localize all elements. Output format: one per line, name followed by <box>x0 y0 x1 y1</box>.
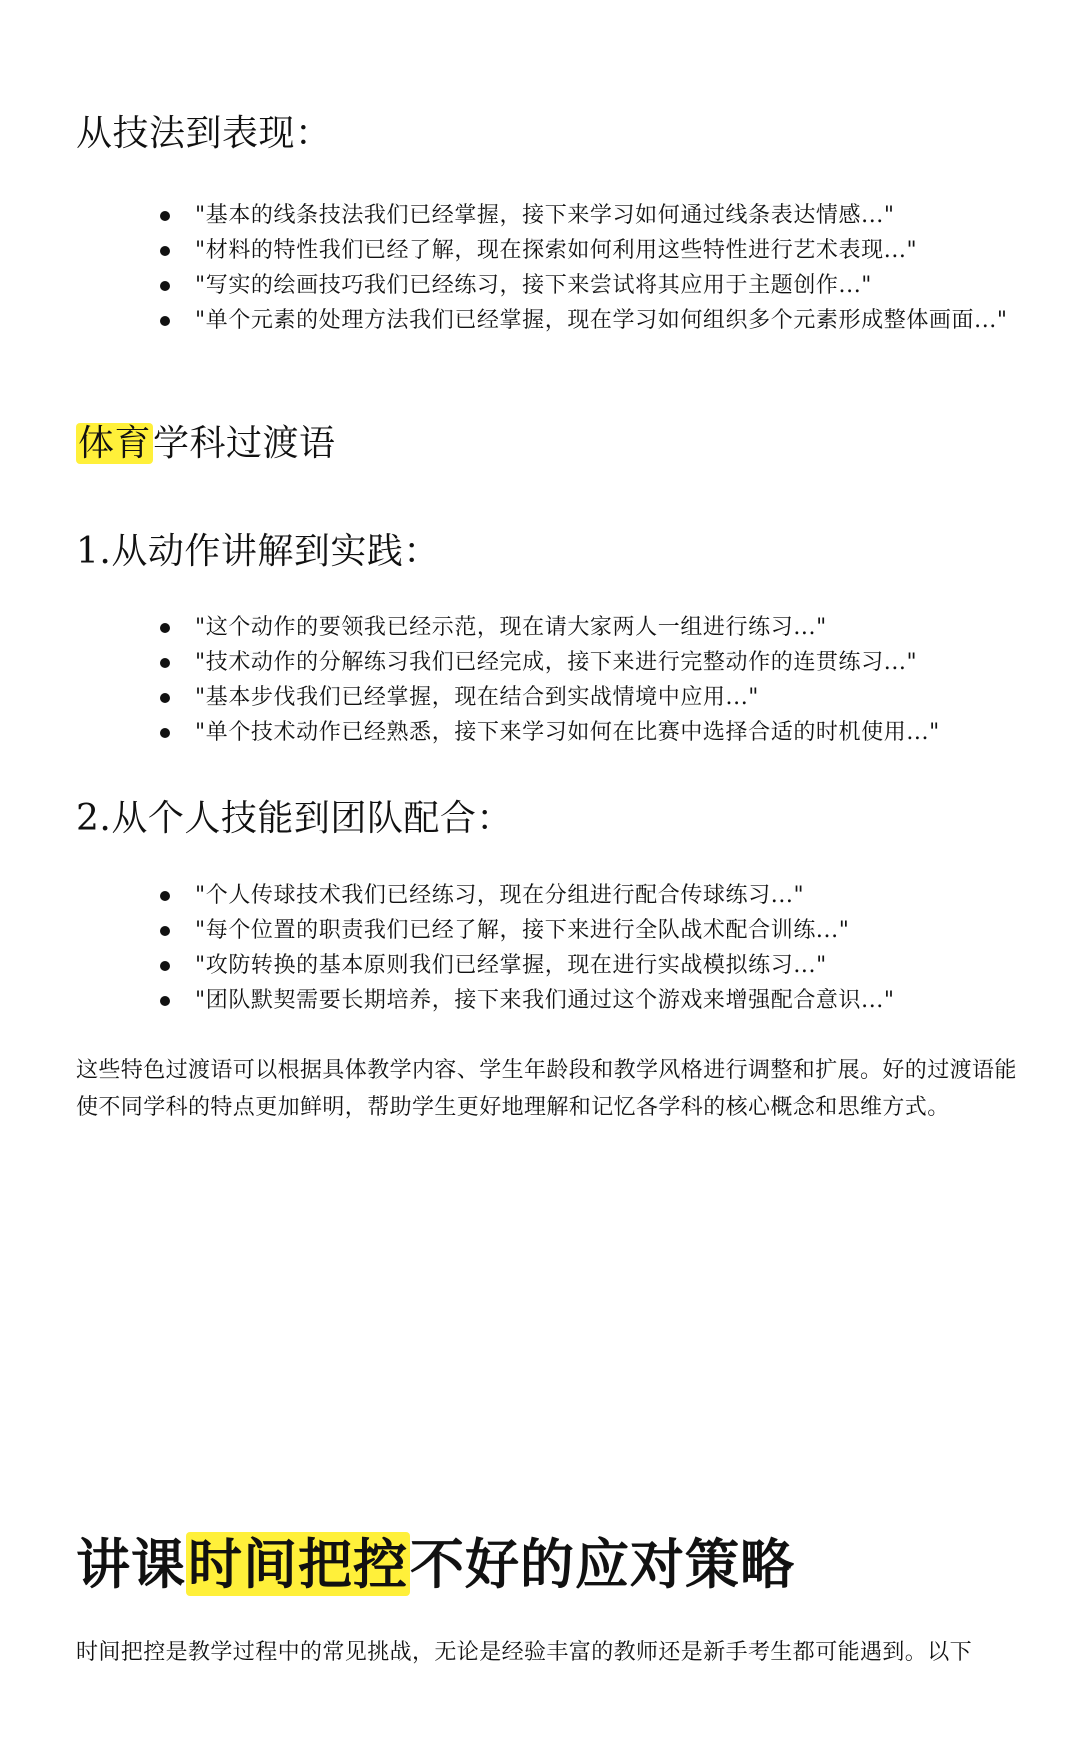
bullet-dot-icon <box>160 316 170 326</box>
list-item: "技术动作的分解练习我们已经完成，接下来进行完整动作的连贯练习..." <box>0 645 1080 680</box>
list-item: "写实的绘画技巧我们已经练习，接下来尝试将其应用于主题创作..." <box>0 268 1080 303</box>
chapter-title: 讲课时间把控不好的应对策略 <box>76 1532 795 1596</box>
bullet-dot-icon <box>160 961 170 971</box>
pe-bullet-list-2 <box>0 878 1080 1018</box>
list-item: "材料的特性我们已经了解，现在探索如何利用这些特性进行艺术表现..." <box>0 233 1080 268</box>
highlighted-text: 时间把控 <box>188 1532 408 1596</box>
list-item: "基本步伐我们已经掌握，现在结合到实战情境中应用..." <box>0 680 1080 715</box>
summary-paragraph: 这些特色过渡语可以根据具体教学内容、学生年龄段和教学风格进行调整和扩展。好的过渡语能使不同学科的特点更加鲜明，帮助学生更好地理解和记忆各学科的核心概念和思维方式。 <box>76 1058 1017 1120</box>
chapter-intro-paragraph: 时间把控是教学过程中的常见挑战，无论是经验丰富的教师还是新手考生都可能遇到。以下 <box>76 1640 973 1665</box>
bullet-dot-icon <box>160 211 170 221</box>
bullet-dot-icon <box>160 623 170 633</box>
highlighted-text: 体育 <box>78 423 152 464</box>
list-item: "个人传球技术我们已经练习，现在分组进行配合传球练习..." <box>0 878 1080 913</box>
bullet-dot-icon <box>160 281 170 291</box>
list-item: "单个元素的处理方法我们已经掌握，现在学习如何组织多个元素形成整体画面..." <box>0 303 1080 338</box>
bullet-dot-icon <box>160 891 170 901</box>
list-item: "这个动作的要领我已经示范，现在请大家两人一组进行练习..." <box>0 610 1080 645</box>
bullet-dot-icon <box>160 658 170 668</box>
pe-bullet-list-1 <box>0 610 1080 750</box>
pe-subheading-1: 1.从动作讲解到实践： <box>76 531 440 572</box>
art-subheading: 从技法到表现： <box>76 113 332 154</box>
list-item: "单个技术动作已经熟悉，接下来学习如何在比赛中选择合适的时机使用..." <box>0 715 1080 750</box>
list-item: "团队默契需要长期培养，接下来我们通过这个游戏来增强配合意识..." <box>0 983 1080 1018</box>
pe-section-heading: 体育学科过渡语 <box>78 423 336 464</box>
pe-subheading-2: 2.从个人技能到团队配合： <box>76 798 513 839</box>
list-item: "攻防转换的基本原则我们已经掌握，现在进行实战模拟练习..." <box>0 948 1080 983</box>
list-item: "基本的线条技法我们已经掌握，接下来学习如何通过线条表达情感..." <box>0 198 1080 233</box>
bullet-dot-icon <box>160 728 170 738</box>
bullet-dot-icon <box>160 246 170 256</box>
bullet-dot-icon <box>160 926 170 936</box>
art-bullet-list <box>0 198 1080 338</box>
list-item: "每个位置的职责我们已经了解，接下来进行全队战术配合训练..." <box>0 913 1080 948</box>
bullet-dot-icon <box>160 996 170 1006</box>
bullet-dot-icon <box>160 693 170 703</box>
